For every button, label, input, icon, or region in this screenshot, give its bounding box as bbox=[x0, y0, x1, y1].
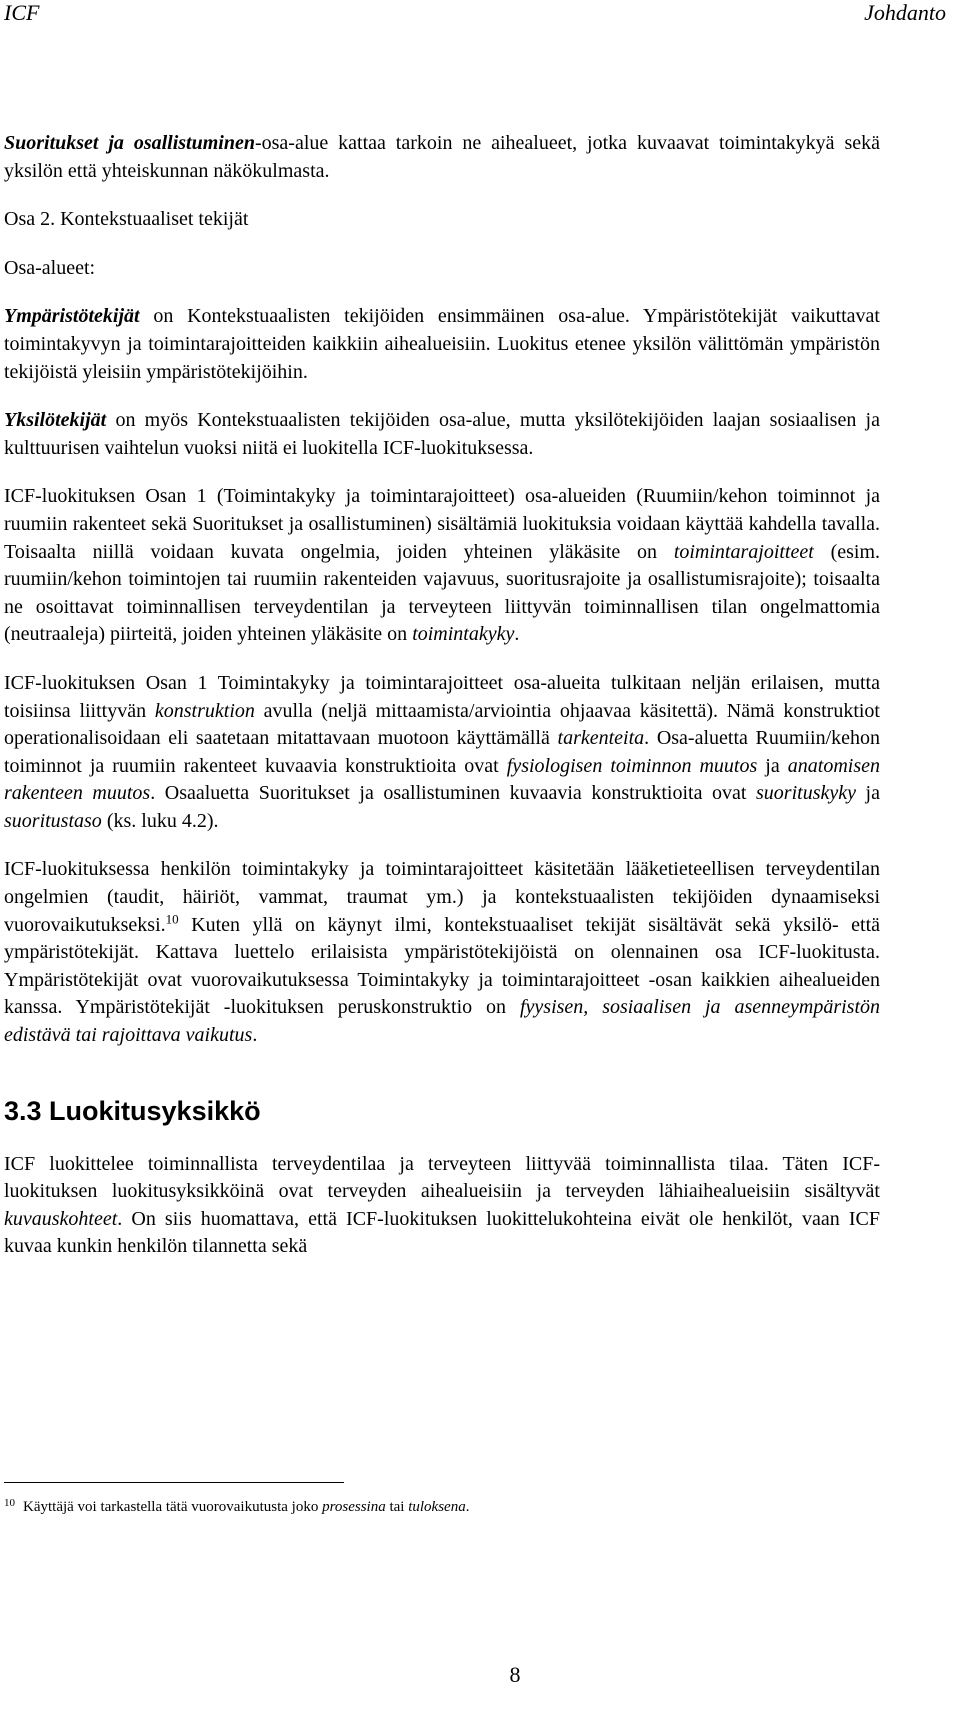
paragraph-text: ja bbox=[757, 754, 788, 777]
emphasis-term: Ympäristötekijät bbox=[4, 305, 140, 328]
footnote-reference[interactable]: 10 bbox=[165, 911, 179, 926]
paragraph-text: . On siis huomattava, että ICF-luokituksen luokittelukohteina eivät ole henkilöt, vaan ICF kuvaa kunkin henkilön tilannetta sekä bbox=[4, 1207, 880, 1258]
italic-term: toimintakyky bbox=[412, 623, 515, 646]
body-text bbox=[4, 130, 880, 1282]
paragraph-text: . Osaaluetta Suoritukset ja osallistuminen kuvaavia konstruktioita ovat bbox=[150, 782, 757, 805]
paragraph-text: (esim. ruumiin/kehon toimintojen tai ruumiin rakenteiden vajavuus, suoritusrajoite ja osallistumisrajoite); toisaalta ne osoittavat toiminnallisen terveydentilan ja terveyteen liittyvän toiminnallisen tilan ongelmattomia (neutraaleja) piirteitä, joiden yhteinen yläkäsite on bbox=[4, 540, 881, 646]
footnote-text: tai bbox=[385, 1499, 409, 1515]
footnote bbox=[4, 1497, 880, 1517]
italic-term: konstruktion bbox=[154, 699, 255, 722]
paragraph-text: ja bbox=[856, 782, 880, 805]
paragraph bbox=[4, 1151, 880, 1261]
paragraph-text: ICF-luokituksessa henkilön toimintakyky ja toimintarajoitteet käsitetään lääketieteellisen terveydentilan ongelmien (taudit, häiriöt, vammat, traumat ym.) ja kontekstuaalisten tekijöiden dynaamiseksi vuorovaikutukseksi. bbox=[4, 858, 880, 936]
paragraph bbox=[4, 303, 880, 386]
part-heading: Osa 2. Kontekstuaaliset tekijät bbox=[4, 208, 249, 231]
italic-term: tarkenteita bbox=[557, 727, 645, 750]
paragraph bbox=[4, 670, 880, 836]
italic-term: toimintarajoitteet bbox=[673, 540, 814, 563]
paragraph-text: on Kontekstuaalisten tekijöiden ensimmäinen osa-alue. Ympäristötekijät vaikuttavat toimintakyvyn ja toimintarajoitteiden kaikkiin aihealueisiin. Luokitus etenee yksilön välittömän ympäristön tekijöistä yleisiin ympäristötekijöihin. bbox=[4, 305, 880, 383]
paragraph-text: (ks. luku 4.2). bbox=[101, 809, 219, 832]
paragraph-text: Kuten yllä on käynyt ilmi, kontekstuaaliset tekijät sisältävät sekä yksilö- että ympäristötekijät. Kattava luettelo erilaisista ympäristötekijöistä on olennainen osa ICF-luokitusta. Ympäristötekijät ovat vuorovaikutuksessa Toimintakyky ja toimintarajoitteet -osan kaikkien aihealueiden kanssa. Ympäristötekijät -luokituksen peruskonstruktio on bbox=[4, 913, 880, 1019]
running-header bbox=[4, 0, 956, 30]
italic-term: fysiologisen toiminnon muutos bbox=[506, 754, 758, 777]
footnote-text: . bbox=[465, 1499, 470, 1515]
italic-term: prosessina bbox=[322, 1499, 386, 1515]
paragraph bbox=[4, 130, 880, 185]
footnote-text: Käyttäjä voi tarkastella tätä vuorovaikutusta joko bbox=[23, 1499, 323, 1515]
paragraph-text: ICF luokittelee toiminnallista terveydentilaa ja terveyteen liittyvää toiminnallista tilaa. Täten ICF-luokituksen luokitusyksikköinä ovat terveyden aihealueisiin ja terveyden lähiaihealueisiin sisältyvät bbox=[4, 1152, 880, 1203]
italic-term: fyysisen, sosiaalisen ja asenneympäristön edistävä tai rajoittava vaikutus bbox=[4, 996, 880, 1047]
emphasis-term: Suoritukset ja osallistuminen bbox=[4, 132, 255, 154]
paragraph bbox=[4, 407, 880, 462]
emphasis-term: Yksilötekijät bbox=[4, 409, 107, 432]
footnote-divider bbox=[4, 1482, 344, 1483]
italic-term: suoritustaso bbox=[4, 809, 102, 832]
header-left: ICF bbox=[4, 0, 40, 25]
header-right: Johdanto bbox=[864, 0, 946, 25]
paragraph-text: . bbox=[252, 1024, 258, 1047]
footnote-number: 10 bbox=[4, 1497, 15, 1509]
italic-term: anatomisen rakenteen muutos bbox=[4, 754, 880, 805]
paragraph-text: ICF-luokituksen Osan 1 (Toimintakyky ja toimintarajoitteet) osa-alueiden (Ruumiin/kehon toiminnot ja ruumiin rakenteet sekä Suoritukset ja osallistuminen) sisältämiä luokituksia voidaan käyttää kahdella tavalla. Toisaalta niillä voidaan kuvata ongelmia, joiden yhteinen yläkäsite on bbox=[4, 485, 880, 563]
paragraph-text: on myös Kontekstuaalisten tekijöiden osa-alue, mutta yksilötekijöiden laajan sosiaalisen ja kulttuurisen vaihtelun vuoksi niitä ei luokitella ICF-luokituksessa. bbox=[4, 409, 880, 459]
page-number: 8 bbox=[509, 1662, 521, 1687]
section-heading: 3.3 Luokitusyksikkö bbox=[4, 1095, 261, 1126]
paragraph bbox=[4, 483, 880, 649]
paragraph-text: -osa-alue kattaa tarkoin ne aihealueet, jotka kuvaavat toimintakykyä sekä yksilön että yhteiskunnan näkökulmasta. bbox=[4, 132, 880, 182]
paragraph-text: . bbox=[514, 623, 520, 646]
italic-term: suorituskyky bbox=[756, 782, 856, 805]
paragraph-text: ICF-luokituksen Osan 1 Toimintakyky ja toimintarajoitteet osa-alueita tulkitaan neljän erilaisen, mutta toisiinsa liittyvän bbox=[4, 671, 880, 722]
paragraph-text: avulla (neljä mittaamista/arviointia ohjaavaa käsitettä). Nämä konstruktiot operationalisoidaan eli saatetaan mitattavaan muotoon käyttämällä bbox=[4, 699, 880, 750]
subheading: Osa-alueet: bbox=[4, 256, 96, 279]
italic-term: tuloksena bbox=[408, 1499, 466, 1515]
italic-term: kuvauskohteet bbox=[4, 1207, 118, 1230]
paragraph bbox=[4, 856, 880, 1049]
paragraph-text: . Osa-aluetta Ruumiin/kehon toiminnot ja ruumiin rakenteet kuvaavia konstruktioita ovat bbox=[4, 727, 880, 777]
